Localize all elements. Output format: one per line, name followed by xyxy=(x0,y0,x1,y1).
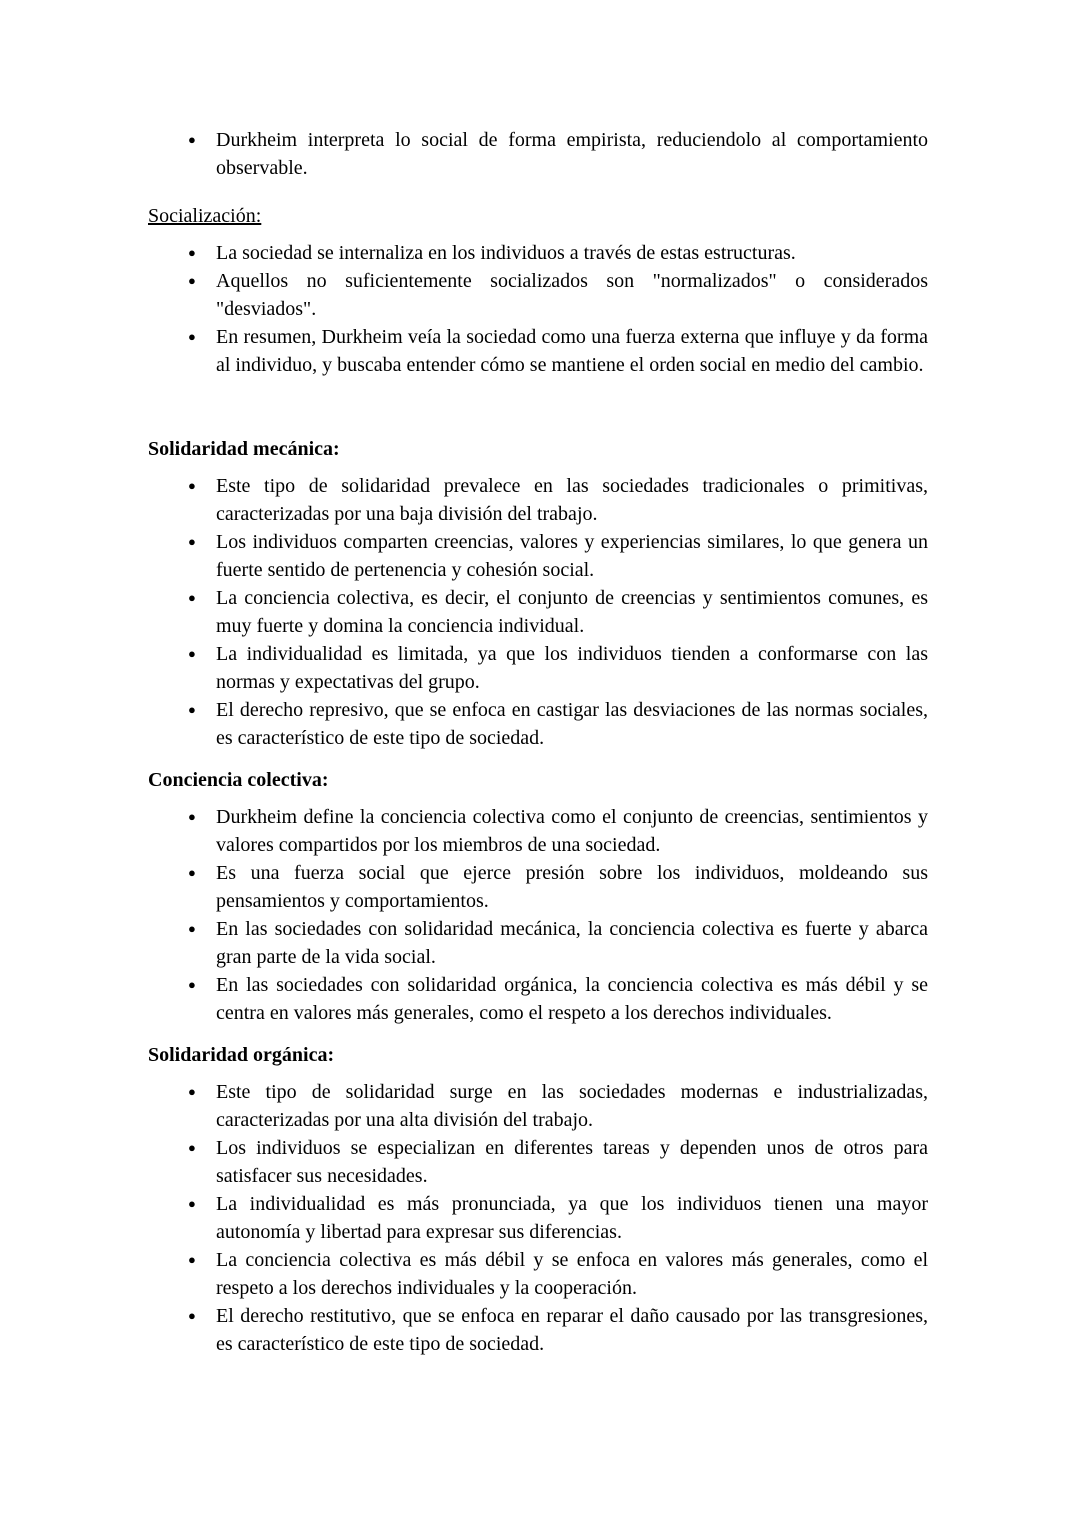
bullet-text: El derecho represivo, que se enfoca en castigar las desviaciones de las normas sociales, es característico de este tipo de sociedad. xyxy=(216,699,928,749)
bullet-icon: ● xyxy=(188,646,196,661)
conciencia-colectiva-bullet-list xyxy=(148,803,928,1027)
solidaridad-organica-bullet-list xyxy=(148,1078,928,1358)
bullet-icon: ● xyxy=(188,1140,196,1155)
bullet-text: En resumen, Durkheim veía la sociedad como una fuerza externa que influye y da forma al individuo, y buscaba entender cómo se mantiene el orden social en medio del cambio. xyxy=(216,326,928,376)
bullet-icon: ● xyxy=(188,1252,196,1267)
section-heading-solidaridad-mecanica: Solidaridad mecánica: xyxy=(148,438,340,460)
bullet-text: La sociedad se internaliza en los individuos a través de estas estructuras. xyxy=(216,242,796,264)
bullet-text: Aquellos no suficientemente socializados son "normalizados" o considerados "desviados". xyxy=(216,270,928,320)
bullet-text: La conciencia colectiva es más débil y se enfoca en valores más generales, como el respeto a los derechos individuales y la cooperación. xyxy=(216,1249,928,1299)
bullet-icon: ● xyxy=(188,1308,196,1323)
bullet-icon: ● xyxy=(188,809,196,824)
bullet-icon: ● xyxy=(188,921,196,936)
bullet-item xyxy=(148,1302,928,1358)
bullet-icon: ● xyxy=(188,478,196,493)
intro-bullet-list xyxy=(148,126,928,182)
bullet-item xyxy=(148,323,928,379)
bullet-item xyxy=(148,528,928,584)
bullet-item xyxy=(148,859,928,915)
bullet-text: Este tipo de solidaridad prevalece en las sociedades tradicionales o primitivas, caracterizadas por una baja división del trabajo. xyxy=(216,475,928,525)
bullet-icon: ● xyxy=(188,534,196,549)
bullet-text: En las sociedades con solidaridad mecánica, la conciencia colectiva es fuerte y abarca gran parte de la vida social. xyxy=(216,918,928,968)
bullet-text: Este tipo de solidaridad surge en las sociedades modernas e industrializadas, caracterizadas por una alta división del trabajo. xyxy=(216,1081,928,1131)
bullet-icon: ● xyxy=(188,273,196,288)
bullet-item xyxy=(148,915,928,971)
bullet-icon: ● xyxy=(188,865,196,880)
bullet-item xyxy=(148,126,928,182)
bullet-text: Es una fuerza social que ejerce presión sobre los individuos, moldeando sus pensamientos y comportamientos. xyxy=(216,862,928,912)
solidaridad-mecanica-bullet-list xyxy=(148,472,928,752)
bullet-item xyxy=(148,584,928,640)
bullet-item xyxy=(148,971,928,1027)
bullet-text: Los individuos se especializan en diferentes tareas y dependen unos de otros para satisfacer sus necesidades. xyxy=(216,1137,928,1187)
bullet-item xyxy=(148,472,928,528)
bullet-item xyxy=(148,640,928,696)
bullet-text: En las sociedades con solidaridad orgánica, la conciencia colectiva es más débil y se centra en valores más generales, como el respeto a los derechos individuales. xyxy=(216,974,928,1024)
bullet-item xyxy=(148,267,928,323)
bullet-item xyxy=(148,696,928,752)
bullet-icon: ● xyxy=(188,329,196,344)
bullet-text: La individualidad es más pronunciada, ya que los individuos tienen una mayor autonomía y libertad para expresar sus diferencias. xyxy=(216,1193,928,1243)
bullet-icon: ● xyxy=(188,245,196,260)
bullet-item xyxy=(148,1190,928,1246)
section-heading-conciencia-colectiva: Conciencia colectiva: xyxy=(148,769,329,791)
bullet-text: Durkheim interpreta lo social de forma empirista, reduciendolo al comportamiento observable. xyxy=(216,129,928,179)
bullet-item xyxy=(148,1246,928,1302)
bullet-text: Durkheim define la conciencia colectiva como el conjunto de creencias, sentimientos y valores compartidos por los miembros de una sociedad. xyxy=(216,806,928,856)
bullet-item xyxy=(148,239,928,267)
bullet-icon: ● xyxy=(188,1196,196,1211)
bullet-item xyxy=(148,1134,928,1190)
bullet-item xyxy=(148,1078,928,1134)
bullet-text: La conciencia colectiva, es decir, el conjunto de creencias y sentimientos comunes, es muy fuerte y domina la conciencia individual. xyxy=(216,587,928,637)
bullet-text: La individualidad es limitada, ya que los individuos tienden a conformarse con las normas y expectativas del grupo. xyxy=(216,643,928,693)
bullet-icon: ● xyxy=(188,702,196,717)
bullet-icon: ● xyxy=(188,132,196,147)
bullet-icon: ● xyxy=(188,590,196,605)
section-heading-socializacion: Socialización: xyxy=(148,205,262,227)
bullet-text: El derecho restitutivo, que se enfoca en reparar el daño causado por las transgresiones, es característico de este tipo de sociedad. xyxy=(216,1305,928,1355)
section-heading-solidaridad-organica: Solidaridad orgánica: xyxy=(148,1044,335,1066)
bullet-text: Los individuos comparten creencias, valores y experiencias similares, lo que genera un fuerte sentido de pertenencia y cohesión social. xyxy=(216,531,928,581)
bullet-icon: ● xyxy=(188,1084,196,1099)
bullet-icon: ● xyxy=(188,977,196,992)
socializacion-bullet-list xyxy=(148,239,928,379)
bullet-item xyxy=(148,803,928,859)
